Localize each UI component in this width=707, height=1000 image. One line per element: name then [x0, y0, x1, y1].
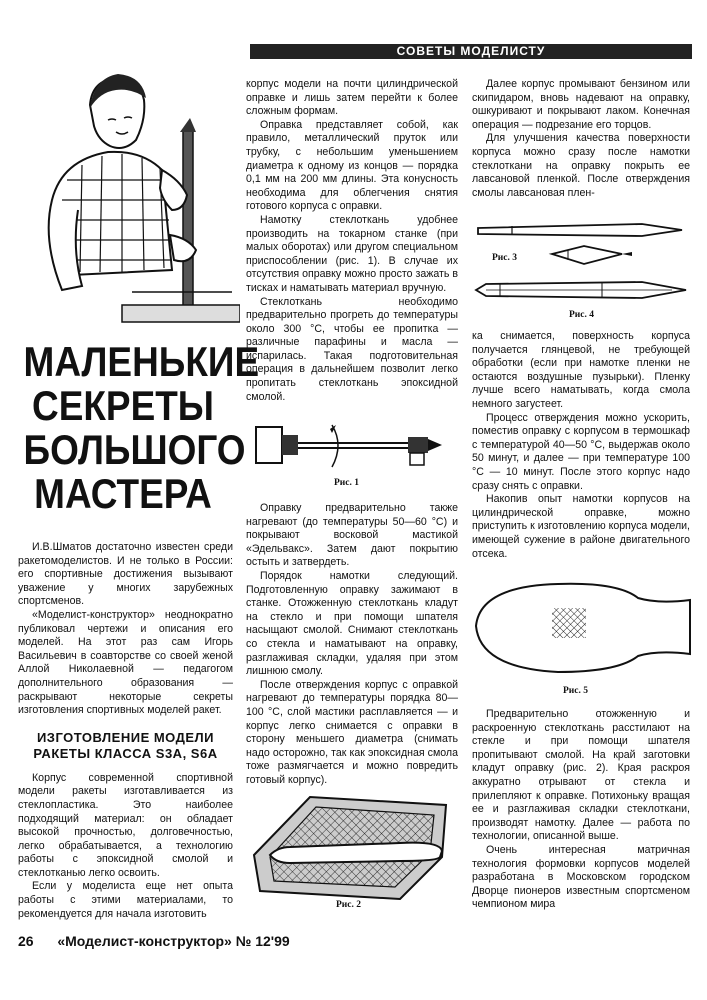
intro-paragraph-2: «Моделист-конструктор» неоднократно публиковал чертежи и описания его моделей. На этот раз сам Игорь Васильевич в соавторстве со своей женой Аллой Николаевной — педагогом дополнительного образования — раскрывают некоторые секреты изготовления спортивных моделей ракет. [18, 608, 233, 717]
journal-issue: «Моделист-конструктор» № 12'99 [57, 933, 290, 949]
title-line-3: БОЛЬШОГО [23, 426, 246, 473]
figure-1-lathe [252, 415, 452, 475]
figure-5-pattern-blank [468, 578, 694, 678]
title-line-2: СЕКРЕТЫ [32, 382, 214, 429]
column-3-middle [472, 330, 690, 561]
col1-paragraph-2: Если у моделиста еще нет опыта работы с этими материалами, то рекомендуется для начала изготовить [18, 880, 233, 920]
figure-3-caption: Рис. 3 [492, 253, 517, 263]
column-1 [18, 541, 233, 921]
column-3-top [472, 78, 690, 200]
col3-paragraph-7: Очень интересная матричная технология формовки корпусов моделей разработана в Московском городском Дворце пионеров известным спортсменом чемпионом мира [472, 843, 690, 911]
figure-5-caption: Рис. 5 [563, 686, 588, 696]
figure-2-mandrel-on-cloth [250, 795, 450, 900]
col3-paragraph-6: Предварительно отожженную и раскроенную стеклоткань расстилают на стекле и при помощи шпателя пропитывают смолой. На край заготовки кладут оправку (рис. 2). Края раскроя аккуратно отрывают от стекла и прилепляют к оправке. Потихоньку вращая ее и разглаживая складки стеклоткани, производят намотку. Далее — работа по технологии, описанной выше. [472, 708, 690, 843]
col2-paragraph-5: Оправку предварительно также нагревают (до температуры 50—60 °С) и покрывают восковой мастикой «Эдельвакс». Затем дают покрытию остыть и затвердеть. [246, 502, 458, 569]
column-2-middle [246, 502, 458, 787]
col2-paragraph-2: Оправка представляет собой, как правило, металлический пруток или трубку, с небольшим уменьшением диаметра к одному из концов — порядка 0,1 мм на 200 мм длины. Эта конусность необходима для облегчения снятия готового корпуса с оправки. [246, 118, 458, 213]
figure-1-caption: Рис. 1 [334, 478, 359, 488]
col2-paragraph-3: Намотку стеклоткань удобнее производить на токарном станке (при малых оборотах) или другом специальном приспособлении (рис. 1). В случае их отсутствия оправку можно просто зажать в тисках и наматывать материал вручную. [246, 213, 458, 294]
col2-paragraph-1: корпус модели на почти цилиндрической оправке и лишь затем перейти к более сложным формам. [246, 78, 458, 118]
figure-3-mandrel [472, 214, 692, 274]
col1-paragraph-1: Корпус современной спортивной модели ракеты изготавливается из стеклопластика. Это наиболее подходящий материал: он обладает высокой прочностью, долговечностью, легко обрабатывается, а технологию работы с эпоксидной смолой и стеклотканью легко освоить. [18, 771, 233, 879]
col2-paragraph-7: После отверждения корпус с оправкой нагревают до температуры порядка 80—100 °С, слой мастики расплавляется — и корпус легко снимается с оправки в сторону меньшего диаметра (снимать надо осторожно, так как эпоксидная смола тоже размягчается и можно повредить готовый корпус). [246, 678, 458, 786]
modeler-illustration [12, 60, 240, 330]
section-subheading: ИЗГОТОВЛЕНИЕ МОДЕЛИ РАКЕТЫ КЛАССА S3A, S6A [33, 729, 218, 761]
article-title [23, 338, 260, 517]
col3-paragraph-1: Далее корпус промывают бензином или скипидаром, вновь надевают на оправку, ошкуривают и покрывают лаком. Конечная операция — подрезание его торцов. [472, 78, 690, 131]
col3-paragraph-2: Для улучшения качества поверхности корпуса можно сразу после намотки стеклоткани на оправку покрыть ее лавсановой пленкой. После отверждения смолы лавсановая плен- [472, 132, 690, 199]
page-footer [18, 933, 488, 949]
column-2-top [246, 78, 458, 404]
col3-paragraph-5: Накопив опыт намотки корпусов на цилиндрической оправке, можно приступить к изготовлению корпуса модели, имеющей сужение в районе двигательного отсека. [472, 493, 690, 560]
col2-paragraph-6: Порядок намотки следующий. Подготовленную оправку зажимают в станке. Отожженную стеклоткань кладут на стекло и при помощи шпателя насыщают смолой. Снимают стеклоткань со стекла и наматывают на оправку, разглаживая складки, удаляя при этом лишнюю смолу. [246, 569, 458, 678]
title-line-4: МАСТЕРА [34, 470, 212, 517]
col3-paragraph-4: Процесс отверждения можно ускорить, поместив оправку с корпусом в термошкаф с температурой 40—50 °С, выдержав около 50 минут, и далее — при температуре 100 °С — 10 минут. После этого корпус надо сразу снять с оправки. [472, 411, 690, 492]
page-number: 26 [18, 933, 34, 949]
intro-paragraph-1: И.В.Шматов достаточно известен среди ракетомоделистов. И не только в России: его спортивные достижения вызывают уважение у многих зарубежных спортсменов. [18, 541, 233, 608]
figure-4-nose-cone [472, 272, 692, 308]
col2-paragraph-4: Стеклоткань необходимо предварительно прогреть до температуры около 300 °С, чтобы ее пропитка — различные парафины и масла — испарилась. Такая подготовительная операция в дальнейшем позволит легко пропитать стеклоткань эпоксидной смолой. [246, 295, 458, 403]
column-3-bottom [472, 708, 690, 912]
section-header: СОВЕТЫ МОДЕЛИСТУ [250, 44, 692, 59]
title-line-1: МАЛЕНЬКИЕ [23, 338, 260, 385]
figure-4-caption: Рис. 4 [569, 310, 594, 320]
col3-paragraph-3: ка снимается, поверхность корпуса получается глянцевой, не требующей обработки (если при намотке пленки не остаются воздушные пузырьки). Пленку лучше всего наматывать, когда смола немного загустеет. [472, 330, 690, 410]
figure-2-caption: Рис. 2 [336, 900, 361, 910]
